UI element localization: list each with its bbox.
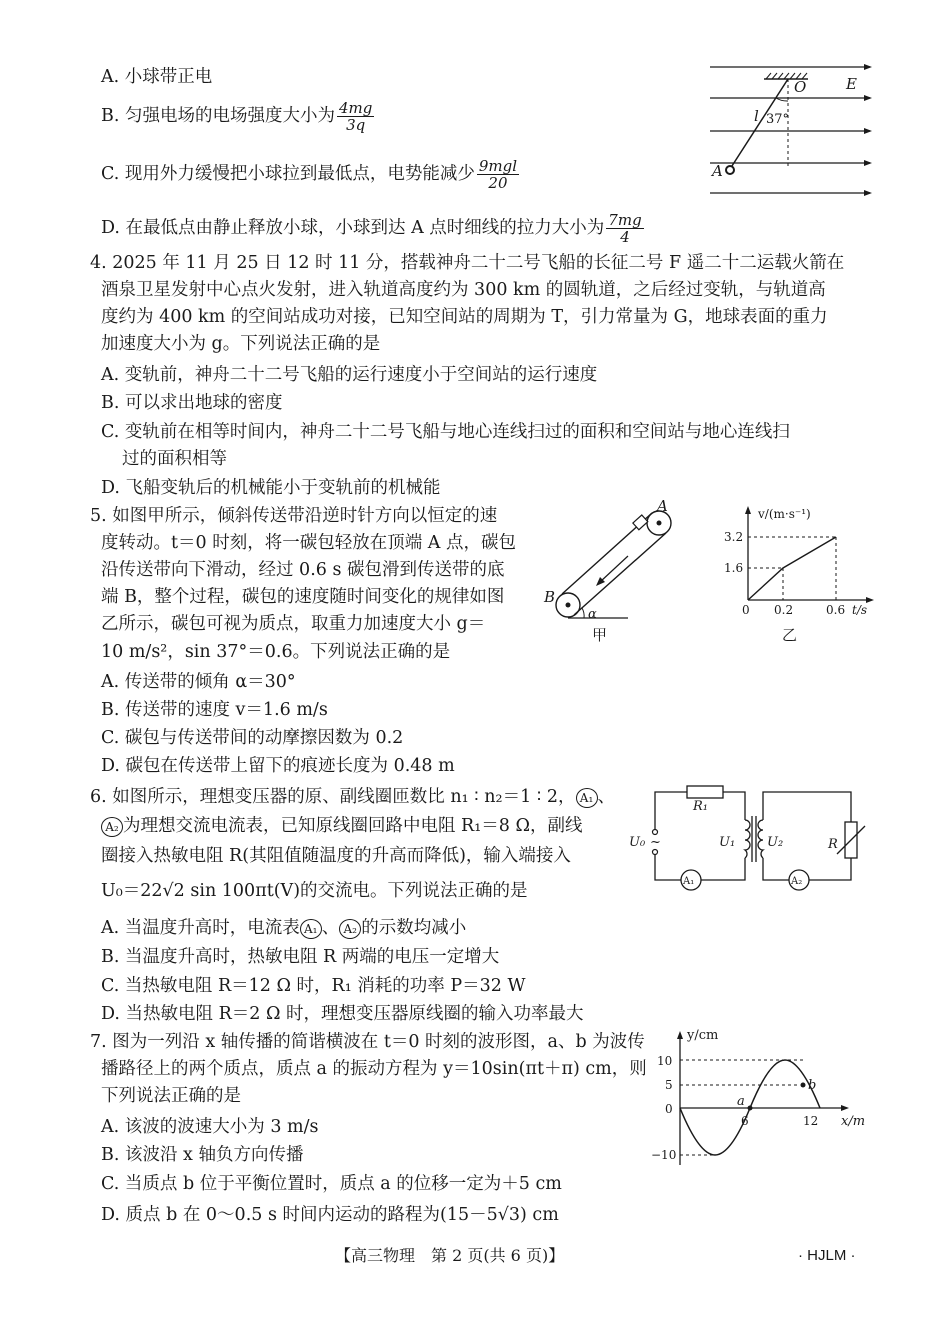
q3-option-b-fraction — [337, 100, 374, 133]
q4-option-a: A. 变轨前，神舟二十二号飞船的运行速度小于空间站的运行速度 — [101, 365, 598, 385]
q7-wave-graph — [645, 1025, 875, 1175]
q5-stem-line-6: 10 m/s²，sin 37°＝0.6。下列说法正确的是 — [101, 642, 451, 662]
q3-option-b-text: B. 匀强电场的电场强度大小为 — [101, 106, 335, 126]
denominator: 20 — [488, 174, 508, 192]
x-axis-label: x/m — [841, 1114, 866, 1129]
q4-stem-line-2: 酒泉卫星发射中心点火发射，进入轨道高度约为 300 km 的圆轨道，之后经过变轨，与轨道高 — [101, 280, 826, 300]
voltage-u0-label: U₀ — [629, 835, 646, 850]
point-b-label: B — [544, 588, 556, 606]
y-tick-5: 5 — [665, 1078, 673, 1092]
q7-option-c: C. 当质点 b 位于平衡位置时，质点 a 的位移一定为＋5 cm — [101, 1174, 562, 1194]
q6-stem-line-4: U₀＝22√2 sin 100πt(V)的交流电。下列说法正确的是 — [101, 881, 528, 901]
q4-option-c-line-2: 过的面积相等 — [122, 449, 227, 469]
q7-stem-line-1: 7. 图为一列沿 x 轴传播的简谐横波在 t＝0 时刻的波形图，a、b 为波传 — [90, 1032, 645, 1052]
q5-option-b: B. 传送带的速度 v＝1.6 m/s — [101, 700, 328, 720]
q4-stem-line-1: 4. 2025 年 11 月 25 日 12 时 11 分，搭载神舟二十二号飞船的长征二号 F 遥二十二运载火箭在 — [90, 253, 845, 273]
q7-option-d: D. 质点 b 在 0～0.5 s 时间内运动的路程为(15－5√3) cm — [101, 1205, 559, 1225]
q5-option-d: D. 碳包在传送带上留下的痕迹长度为 0.48 m — [101, 756, 455, 776]
x-tick-0-6: 0.6 — [826, 603, 846, 617]
page-footer-center: 【高三物理 第 2 页(共 6 页)】 — [335, 1246, 565, 1265]
angle-alpha-label: α — [588, 607, 597, 622]
ammeter-a2-label: A₂ — [791, 876, 803, 887]
point-b-label: b — [808, 1078, 817, 1093]
numerator: 9mgl — [478, 157, 518, 175]
voltage-u2-label: U₂ — [767, 835, 784, 850]
x-tick-12: 12 — [803, 1114, 819, 1128]
voltage-u1-label: U₁ — [719, 835, 736, 850]
q6-option-a — [101, 917, 466, 939]
q6-option-b: B. 当温度升高时，热敏电阻 R 两端的电压一定增大 — [101, 947, 500, 967]
q6-option-a-sep: 、 — [321, 918, 340, 938]
y-axis-label: v/(m·s⁻¹) — [758, 507, 811, 521]
y-tick-1-6: 1.6 — [724, 561, 744, 575]
page-footer-code: · HJLM · — [798, 1247, 856, 1264]
q5-stem-line-4: 端 B，整个过程，碳包的速度随时间变化的规律如图 — [101, 587, 505, 607]
ac-source-symbol: ~ — [650, 835, 661, 850]
q4-option-c-line-1: C. 变轨前在相等时间内，神舟二十二号飞船与地心连线扫过的面积和空间站与地心连线扫 — [101, 422, 790, 442]
ammeter-a2-symbol: A₂ — [101, 817, 123, 837]
y-tick-0: 0 — [665, 1102, 673, 1116]
q6-stem-line-3: 圈接入热敏电阻 R(其阻值随温度的升高而降低)，输入端接入 — [101, 846, 571, 866]
q6-stem-line-2 — [101, 815, 582, 837]
length-l-label: l — [754, 107, 759, 125]
q3-option-c — [101, 158, 521, 191]
q5-stem-line-1: 5. 如图甲所示，倾斜传送带沿逆时针方向以恒定的速 — [90, 506, 498, 526]
x-tick-0: 0 — [742, 603, 750, 617]
q6-option-c: C. 当热敏电阻 R＝12 Ω 时，R₁ 消耗的功率 P＝32 W — [101, 976, 526, 996]
q3-option-a: A. 小球带正电 — [101, 67, 213, 87]
figure-caption-jia: 甲 — [592, 626, 608, 644]
q4-option-d: D. 飞船变轨后的机械能小于变轨前的机械能 — [101, 478, 441, 498]
q6-stem-text: 6. 如图所示，理想变压器的原、副线圈匝数比 n₁ ∶ n₂＝1 ∶ 2， — [90, 787, 576, 807]
ammeter-a1-symbol: A₁ — [300, 919, 322, 939]
figure-caption-yi: 乙 — [782, 626, 798, 644]
ammeter-a1-label: A₁ — [683, 876, 695, 887]
thermistor-r-label: R — [828, 837, 838, 852]
point-a-label: A — [712, 162, 723, 180]
q7-option-a: A. 该波的波速大小为 3 m/s — [101, 1117, 319, 1137]
denominator: 4 — [620, 228, 630, 246]
q6-stem-line-1 — [90, 786, 615, 808]
q3-option-d-text: D. 在最低点由静止释放小球，小球到达 A 点时细线的拉力大小为 — [101, 218, 605, 238]
y-axis-label: y/cm — [687, 1028, 719, 1043]
q4-option-b: B. 可以求出地球的密度 — [101, 393, 283, 413]
x-axis-label: t/s — [852, 603, 868, 617]
q5-option-a: A. 传送带的倾角 α＝30° — [101, 672, 296, 692]
q6-transformer-circuit — [625, 780, 880, 900]
resistor-r1-label: R₁ — [693, 799, 708, 814]
q5-vt-graph — [718, 498, 888, 648]
q3-option-b — [101, 100, 376, 133]
q6-stem-text-2: 为理想交流电流表，已知原线圈回路中电阻 R₁＝8 Ω，副线 — [123, 816, 583, 836]
q6-option-a-text: A. 当温度升高时，电流表 — [101, 918, 300, 938]
q5-stem-line-3: 沿传送带向下滑动，经过 0.6 s 碳包滑到传送带的底 — [101, 560, 505, 580]
q3-option-c-text: C. 现用外力缓慢把小球拉到最低点，电势能减少 — [101, 164, 475, 184]
q3-field-diagram — [700, 55, 885, 205]
q3-option-c-fraction — [477, 158, 519, 191]
y-tick-minus-10: −10 — [651, 1148, 677, 1162]
q7-stem-line-3: 下列说法正确的是 — [101, 1086, 241, 1106]
q5-conveyor-diagram — [540, 498, 690, 648]
q5-option-c: C. 碳包与传送带间的动摩擦因数为 0.2 — [101, 728, 404, 748]
numerator: 4mg — [339, 99, 373, 117]
y-tick-3-2: 3.2 — [724, 530, 744, 544]
angle-label: 37° — [766, 112, 790, 127]
numerator: 7mg — [608, 211, 642, 229]
q6-stem-separator: 、 — [597, 787, 616, 807]
y-tick-10: 10 — [657, 1054, 673, 1068]
ammeter-a1-symbol: A₁ — [576, 788, 598, 808]
q5-stem-line-5: 乙所示，碳包可视为质点，取重力加速度大小 g＝ — [101, 614, 486, 634]
field-e-label: E — [846, 75, 857, 93]
x-tick-0-2: 0.2 — [774, 603, 794, 617]
denominator: 3q — [346, 116, 366, 134]
q6-option-d: D. 当热敏电阻 R＝2 Ω 时，理想变压器原线圈的输入功率最大 — [101, 1004, 584, 1024]
q7-option-b: B. 该波沿 x 轴负方向传播 — [101, 1145, 304, 1165]
q5-stem-line-2: 度转动。t＝0 时刻，将一碳包轻放在顶端 A 点，碳包 — [101, 533, 516, 553]
q3-option-d-fraction — [606, 212, 643, 245]
q4-stem-line-3: 度约为 400 km 的空间站成功对接，已知空间站的周期为 T，引力常量为 G，地球表面的重力 — [101, 307, 828, 327]
q3-option-d — [101, 212, 646, 245]
q7-stem-line-2: 播路径上的两个质点，质点 a 的振动方程为 y＝10sin(πt＋π) cm，则 — [101, 1059, 647, 1079]
point-o-label: O — [794, 78, 807, 96]
ammeter-a2-symbol: A₂ — [339, 919, 361, 939]
q4-stem-line-4: 加速度大小为 g。下列说法正确的是 — [101, 334, 381, 354]
x-tick-6: 6 — [741, 1114, 749, 1128]
point-a-label: a — [737, 1094, 745, 1109]
point-a-label: A — [657, 498, 668, 515]
q6-option-a-tail: 的示数均减小 — [361, 918, 467, 938]
